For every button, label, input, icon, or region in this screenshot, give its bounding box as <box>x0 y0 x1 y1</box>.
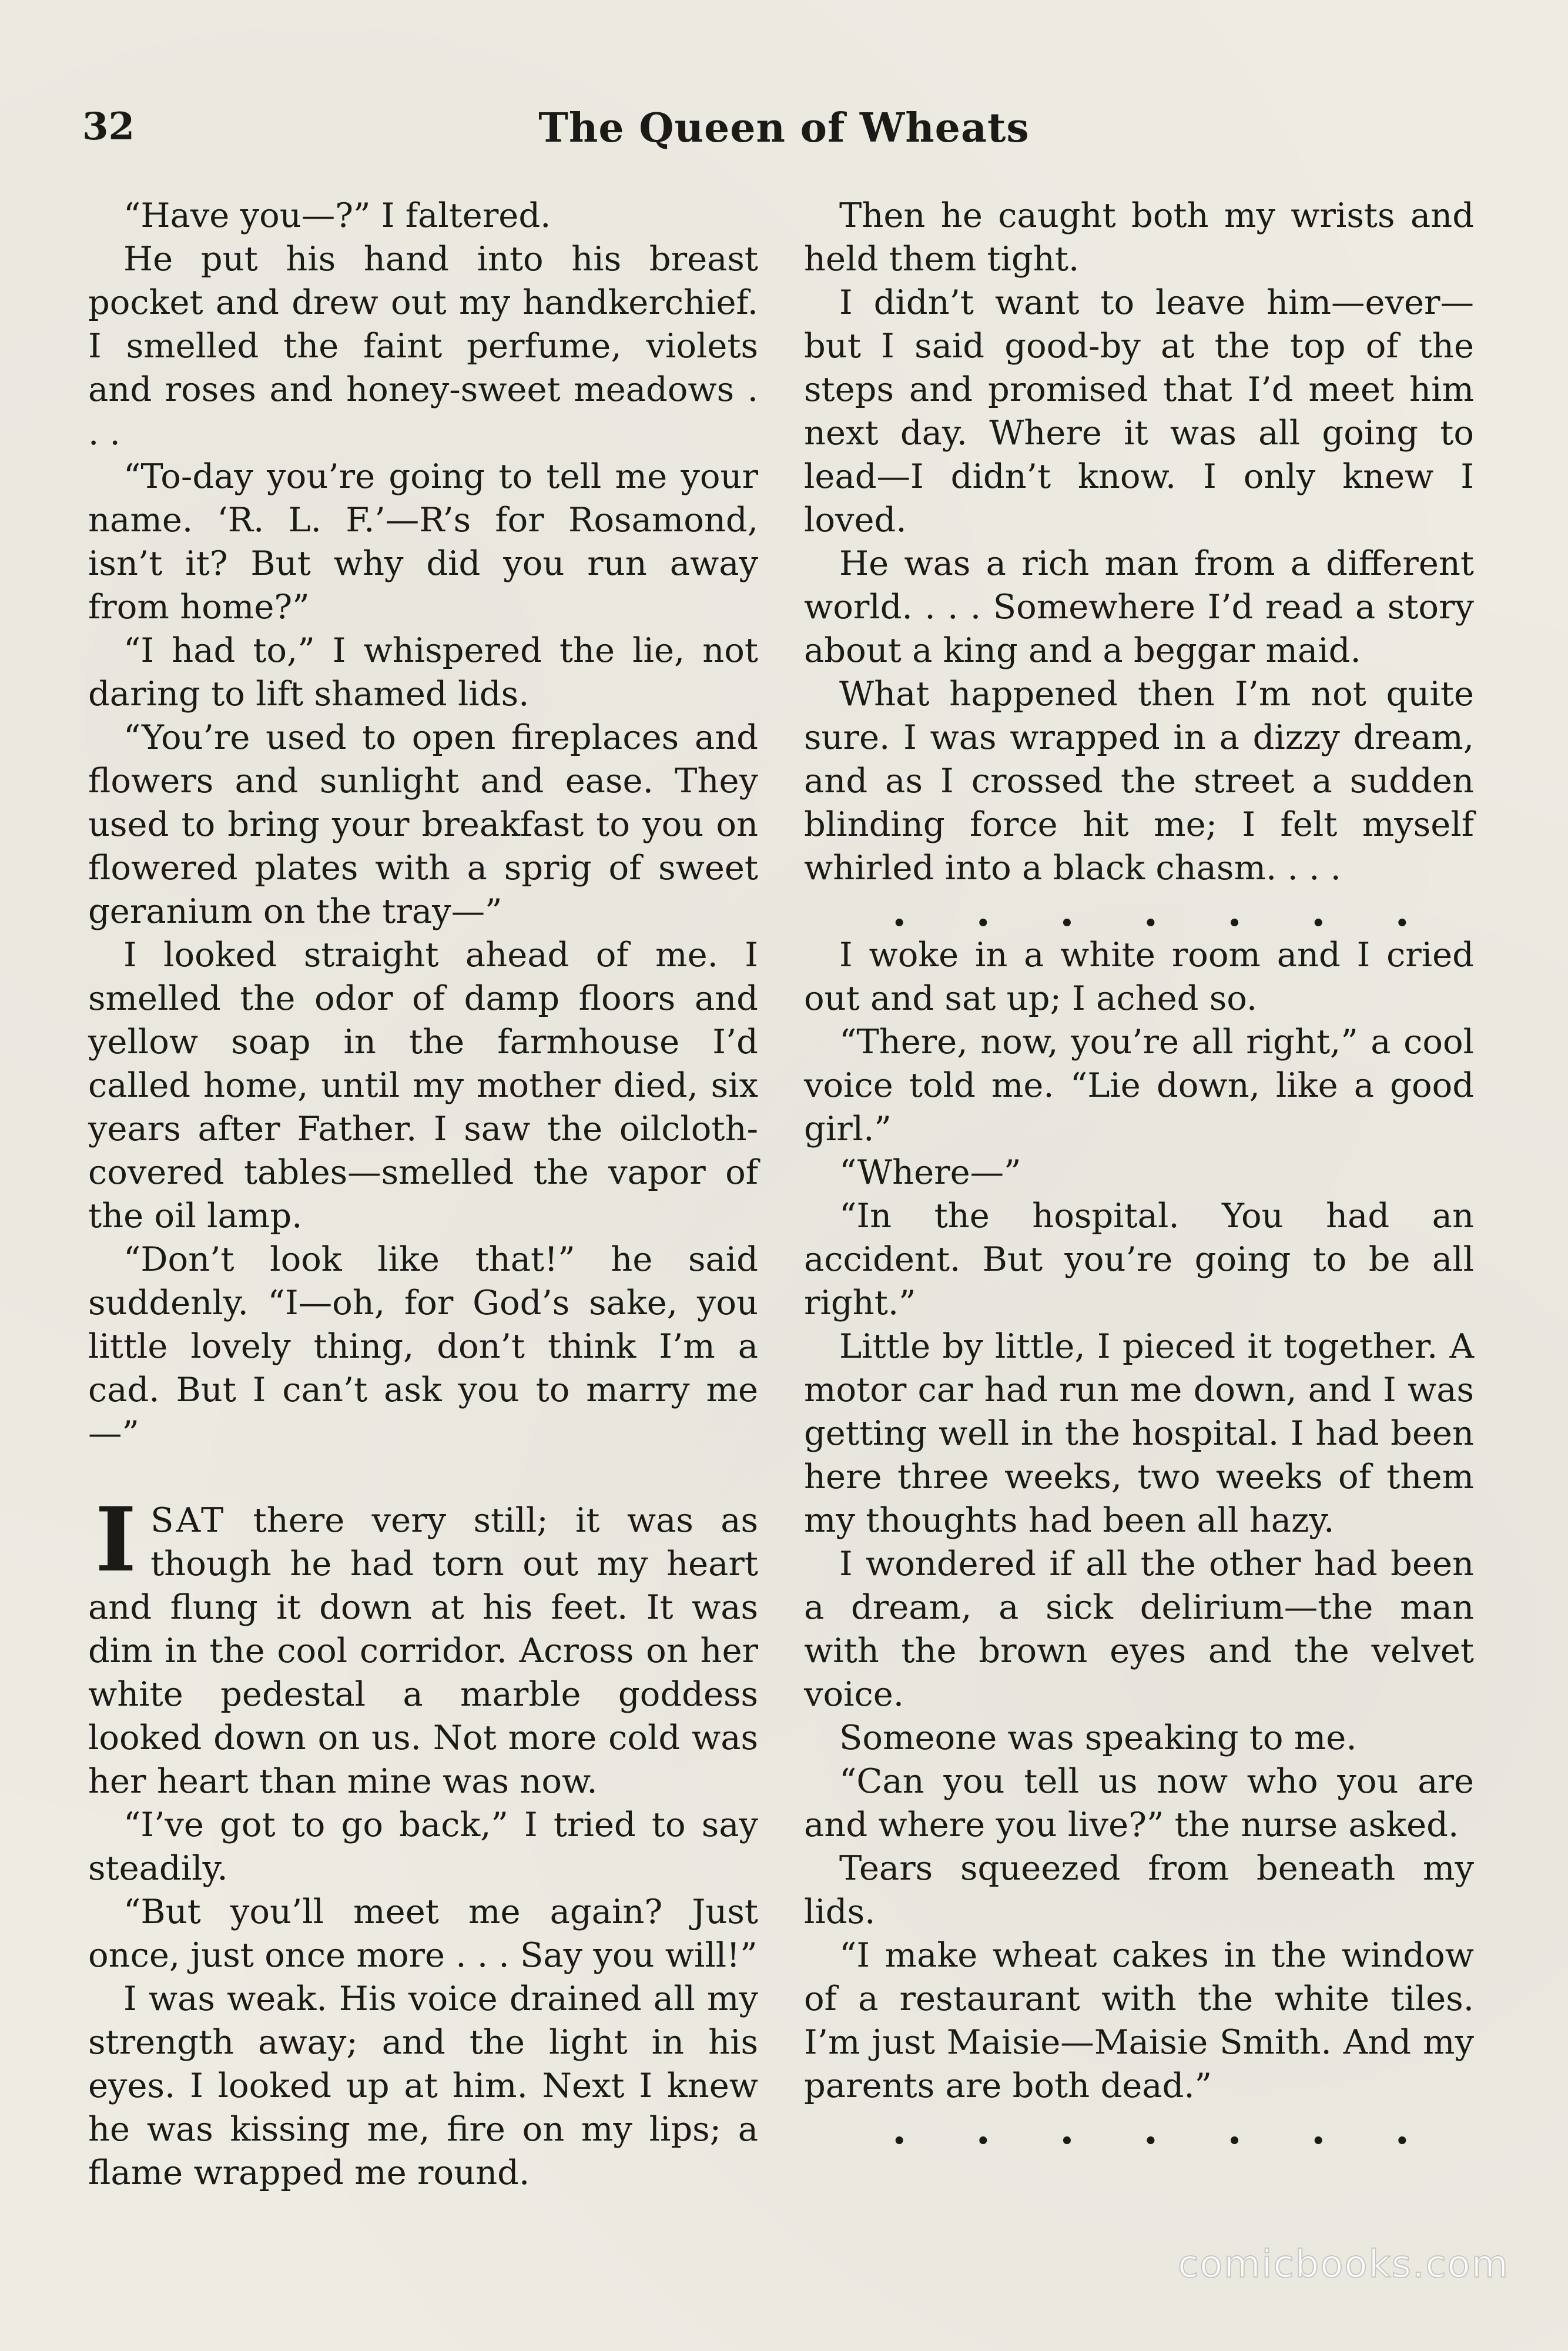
paragraph: Little by little, I pieced it together. A motor car had run me down, and I was getting well in the hospital. I had been here three weeks, two weeks of them my thoughts had been all hazy. <box>804 1327 1474 1540</box>
paragraph: “In the hospital. You had an accident. But you’re going to be all right.” <box>804 1196 1474 1322</box>
paragraph: I looked straight ahead of me. I smelled the odor of damp floors and yellow soap in the farmhouse I’d called home, until my mother died, six years after Father. I saw the oilcloth-covered tables—smelled the vapor of the oil lamp. <box>88 935 758 1235</box>
separator-dot: . <box>892 887 907 936</box>
watermark: comicbooks.com <box>1177 2243 1509 2286</box>
right-column <box>804 194 1474 2154</box>
separator-dot: . <box>1060 887 1074 936</box>
paragraph: Someone was speaking to me. <box>839 1718 1357 1757</box>
paragraph: He was a rich man from a different world. . . . Somewhere I’d read a story about a king and a beggar maid. <box>804 544 1474 670</box>
left-column <box>88 194 758 2195</box>
paragraph: I was weak. His voice drained all my strength away; and the light in his eyes. I looked up at him. Next I knew he was kissing me, fire on my lips; a flame wrapped me round. <box>88 1979 758 2192</box>
paragraph: “There, now, you’re all right,” a cool voice told me. “Lie down, like a good girl.” <box>804 1022 1474 1148</box>
paragraph: “Can you tell us now who you are and where you live?” the nurse asked. <box>804 1761 1474 1844</box>
page-number: 32 <box>82 105 135 149</box>
paragraph: “I’ve got to go back,” I tried to say steadily. <box>88 1805 758 1888</box>
separator-dot: . <box>892 2105 907 2154</box>
paragraph: Then he caught both my wrists and held them tight. <box>804 196 1474 279</box>
dropcap-paragraph <box>88 1488 758 1803</box>
paragraph: “But you’ll meet me again? Just once, just once more . . . Say you will!” <box>88 1892 758 1975</box>
separator-dot: . <box>1395 2105 1409 2154</box>
separator-dot: . <box>1143 887 1158 936</box>
separator-dot: . <box>1060 2105 1074 2154</box>
small-caps-lead: SAT <box>150 1501 226 1540</box>
paragraph: I woke in a white room and I cried out and sat up; I ached so. <box>804 935 1474 1018</box>
separator-dot: . <box>976 2105 990 2154</box>
separator-dot: . <box>1143 2105 1158 2154</box>
paragraph: He put his hand into his breast pocket and drew out my handkerchief. I smelled the faint perfume, violets and roses and honey-sweet meadows . . . <box>88 239 758 453</box>
separator-dot: . <box>1311 887 1326 936</box>
drop-cap: I <box>95 1488 137 1592</box>
paragraph: “I make wheat cakes in the window of a restaurant with the white tiles. I’m just Maisie—Maisie Smith. And my parents are both dead.” <box>804 1935 1474 2105</box>
separator-dot: . <box>1395 887 1409 936</box>
paragraph: “Don’t look like that!” he said suddenly. “I—oh, for God’s sake, you little lovely thing, don’t think I’m a cad. But I can’t ask you to marry me—” <box>88 1240 758 1453</box>
separator-dot: . <box>1227 887 1242 936</box>
paragraph: “Have you—?” I faltered. <box>123 196 551 235</box>
section-separator <box>804 2105 1474 2154</box>
paragraph: “You’re used to open fireplaces and flowers and sunlight and ease. They used to bring your breakfast to you on flowered plates with a sprig of sweet geranium on the tray—” <box>88 718 758 931</box>
running-head: The Queen of Wheats <box>538 105 1030 152</box>
separator-dot: . <box>976 887 990 936</box>
paragraph: “Where—” <box>839 1153 1021 1192</box>
paragraph: Tears squeezed from beneath my lids. <box>804 1848 1474 1931</box>
paragraph: “I had to,” I whispered the lie, not daring to lift shamed lids. <box>88 631 758 714</box>
section-separator <box>804 887 1474 936</box>
dropcap-paragraph-text: there very still; it was as though he had torn out my heart and flung it down at his feet. It was dim in the cool corridor. Across on her white pedestal a marble goddess looked down on us. Not more cold was her heart than mine was now. <box>88 1501 758 1801</box>
paragraph: I didn’t want to leave him—ever—but I said good-by at the top of the steps and promised that I’d meet him next day. Where it was all going to lead—I didn’t know. I only knew I loved. <box>804 283 1474 540</box>
paragraph: “To-day you’re going to tell me your name. ‘R. L. F.’—R’s for Rosamond, isn’t it? But why did you run away from home?” <box>88 457 758 627</box>
separator-dot: . <box>1311 2105 1326 2154</box>
separator-dot: . <box>1227 2105 1242 2154</box>
paragraph: I wondered if all the other had been a dream, a sick delirium—the man with the brown eyes and the velvet voice. <box>804 1544 1474 1714</box>
paragraph: What happened then I’m not quite sure. I was wrapped in a dizzy dream, and as I crossed the street a sudden blinding force hit me; I felt myself whirled into a black chasm. . . . <box>804 674 1474 888</box>
